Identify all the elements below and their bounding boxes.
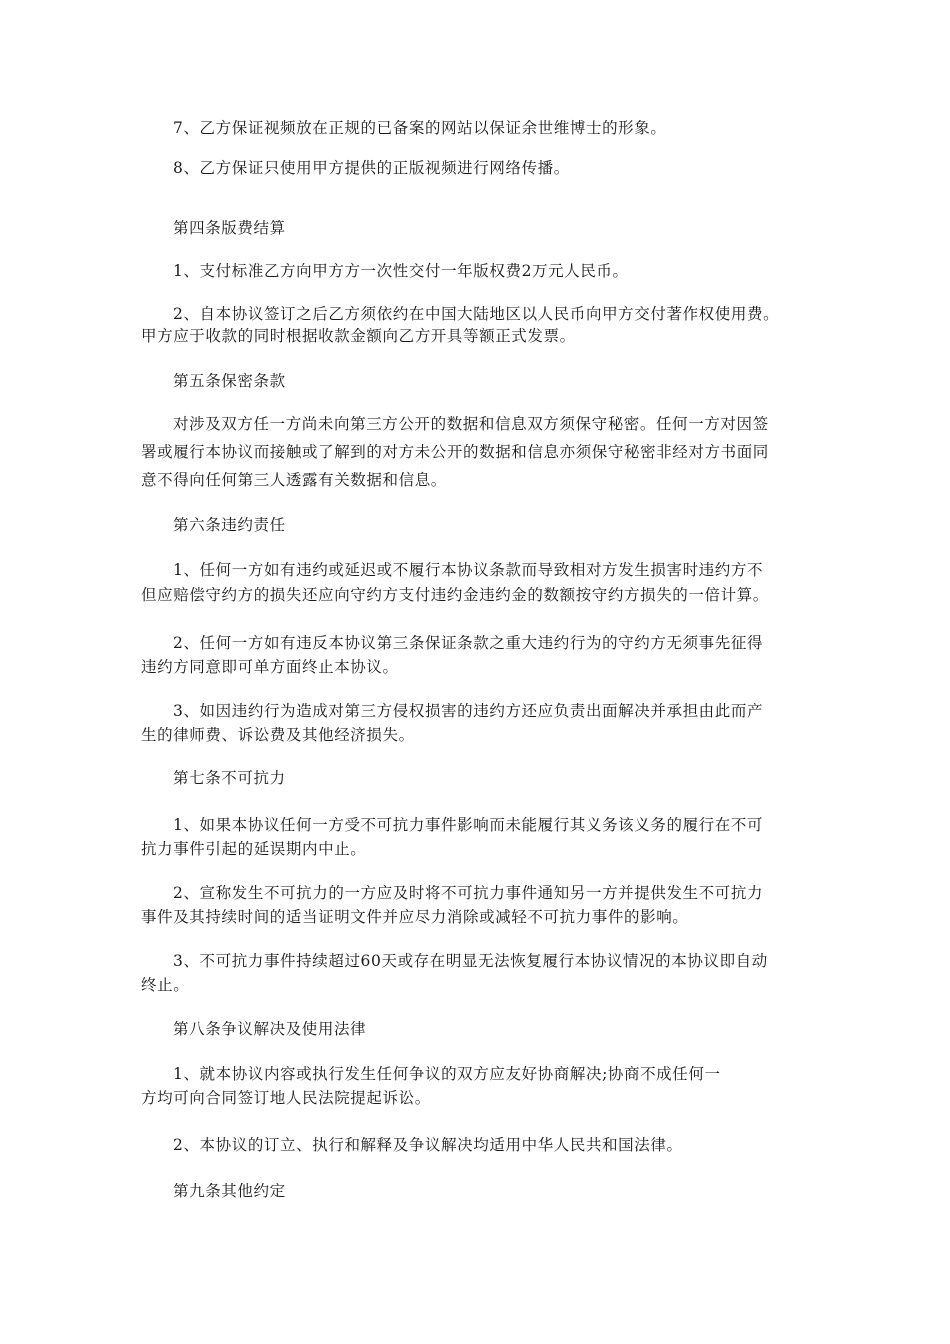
section-4-item-1: 1、支付标准乙方向甲方方一次性交付一年版权费2万元人民币。 [173, 262, 629, 280]
clause-7: 7、乙方保证视频放在正规的已备案的网站以保证余世维博士的形象。 [173, 119, 667, 137]
section-7-item-1-line-1: 1、如果本协议任何一方受不可抗力事件影响而未能履行其义务该义务的履行在不可 [173, 816, 764, 834]
section-4-item-2-line-1: 2、自本协议签订之后乙方须依约在中国大陆地区以人民币向甲方交付著作权使用费。 [173, 305, 780, 323]
section-6-item-2-line-2: 违约方同意即可单方面终止本协议。 [141, 658, 399, 676]
section-7-item-3-line-1: 3、不可抗力事件持续超过60天或存在明显无法恢复履行本协议情况的本协议即自动 [173, 952, 768, 970]
section-heading-9: 第九条其他约定 [173, 1182, 286, 1200]
section-heading-4: 第四条版费结算 [173, 219, 286, 237]
section-heading-7: 第七条不可抗力 [173, 769, 286, 787]
section-5-para-line-3: 意不得向任何第三人透露有关数据和信息。 [141, 471, 447, 489]
section-7-item-3-line-2: 终止。 [141, 976, 190, 994]
section-heading-5: 第五条保密条款 [173, 372, 286, 390]
clause-8: 8、乙方保证只使用甲方提供的正版视频进行网络传播。 [173, 159, 570, 177]
section-6-item-2-line-1: 2、任何一方如有违反本协议第三条保证条款之重大违约行为的守约方无须事先征得 [173, 634, 764, 652]
section-8-item-1-line-2: 方均可向合同签订地人民法院提起诉讼。 [141, 1089, 431, 1107]
section-heading-6: 第六条违约责任 [173, 516, 286, 534]
section-5-para-line-1: 对涉及双方任一方尚未向第三方公开的数据和信息双方须保守秘密。任何一方对因签 [173, 415, 769, 433]
section-7-item-1-line-2: 抗力事件引起的延误期内中止。 [141, 840, 367, 858]
section-8-item-1-line-1: 1、就本协议内容或执行发生任何争议的双方应友好协商解决;协商不成任何一 [173, 1065, 721, 1083]
section-6-item-1-line-1: 1、任何一方如有违约或延迟或不履行本协议条款而导致相对方发生损害时违约方不 [173, 561, 764, 579]
section-7-item-2-line-2: 事件及其持续时间的适当证明文件并应尽力消除或减轻不可抗力事件的影响。 [141, 908, 689, 926]
section-5-para-line-2: 署或履行本协议而接触或了解到的对方未公开的数据和信息亦须保守秘密非经对方书面同 [141, 443, 769, 461]
section-6-item-3-line-2: 生的律师费、诉讼费及其他经济损失。 [141, 726, 415, 744]
section-8-item-2: 2、本协议的订立、执行和解释及争议解决均适用中华人民共和国法律。 [173, 1136, 683, 1154]
section-7-item-2-line-1: 2、宣称发生不可抗力的一方应及时将不可抗力事件通知另一方并提供发生不可抗力 [173, 884, 764, 902]
section-heading-8: 第八条争议解决及使用法律 [173, 1020, 367, 1038]
section-6-item-1-line-2: 但应赔偿守约方的损失还应向守约方支付违约金违约金的数额按守约方损失的一倍计算。 [141, 586, 769, 604]
section-4-item-2-line-2: 甲方应于收款的同时根据收款金额向乙方开具等额正式发票。 [141, 327, 576, 345]
section-6-item-3-line-1: 3、如因违约行为造成对第三方侵权损害的违约方还应负责出面解决并承担由此而产 [173, 702, 764, 720]
